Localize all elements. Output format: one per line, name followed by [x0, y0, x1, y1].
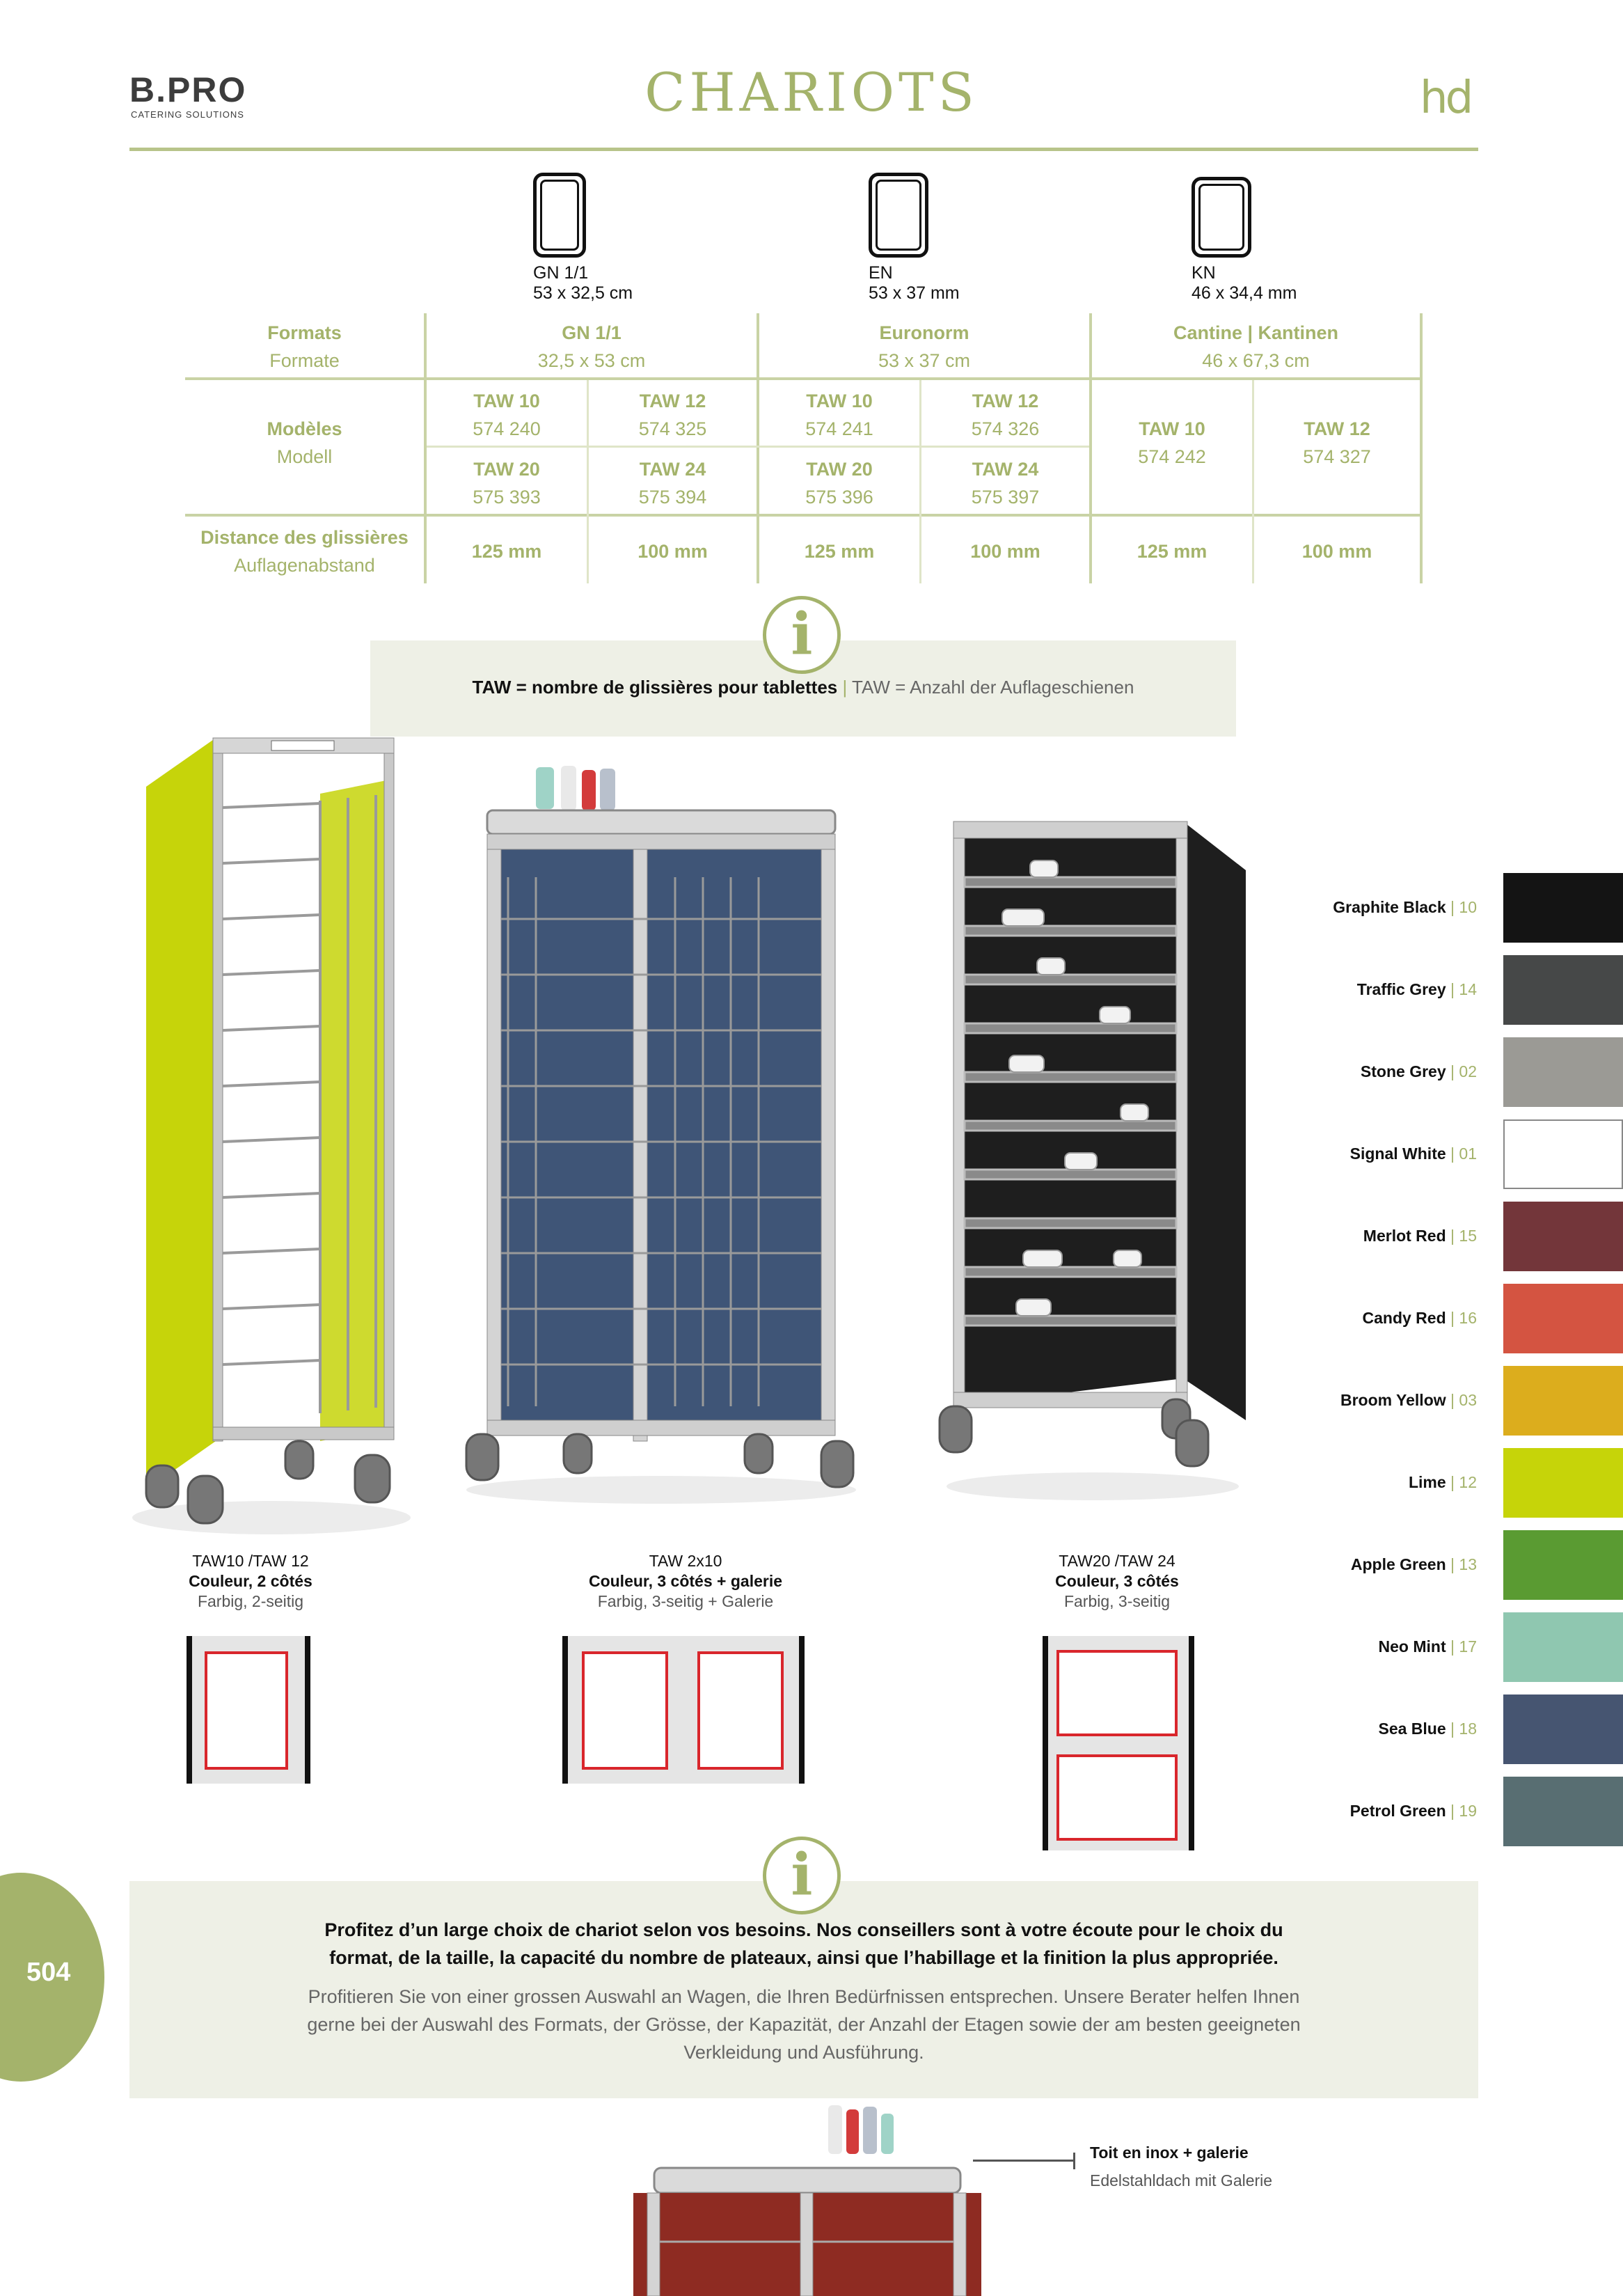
swatch-candy-red — [1503, 1284, 1623, 1353]
trolley-taw2x10-image — [445, 766, 877, 1511]
swatch-traffic-grey — [1503, 955, 1623, 1025]
model-name: TAW 20 — [806, 459, 873, 480]
model-code: 575 394 — [638, 487, 707, 508]
label-de: Modell — [276, 446, 333, 467]
model-cell — [759, 387, 919, 443]
swatch-label: Lime | 12 — [1408, 1473, 1477, 1491]
swatch-graphite-black — [1503, 873, 1623, 943]
swatch-code: 17 — [1459, 1637, 1477, 1656]
info-icon: i — [763, 1837, 841, 1914]
distance-cell: 125 mm — [1137, 541, 1208, 562]
label-fr: Modèles — [267, 418, 342, 439]
label-de: Formate — [269, 350, 340, 371]
model-cell — [759, 455, 919, 511]
swatch-name: Graphite Black — [1333, 898, 1446, 916]
model-cell — [921, 455, 1089, 511]
swatch-name: Sea Blue — [1378, 1720, 1446, 1738]
brand-logo: B.PRO — [129, 70, 247, 109]
format-caption-en — [869, 263, 960, 304]
roof-fr: Toit en inox + galerie — [1090, 2144, 1249, 2162]
info-advice-de: Profitieren Sie von einer grossen Auswahl an Wagen, die Ihren Bedürfnissen entsprechen. Unsere Berater helfen Ihnen gerne bei der Auswahl des Formats, der Grösse, der Kapazität, der Anzahl der Etagen sowie der am besten geeigneten Verkleidung und Ausführung. — [307, 1986, 1301, 2063]
info-text-de: TAW = Anzahl der Auflageschienen — [852, 677, 1134, 698]
trolley-caption-taw2x10 — [543, 1551, 828, 1612]
gn-format-icon — [533, 173, 586, 258]
format-size: 53 x 37 mm — [869, 283, 960, 303]
table-divider — [185, 514, 1423, 517]
trolley-desc-fr: Couleur, 3 côtés — [1055, 1572, 1179, 1590]
schema-tray — [697, 1651, 784, 1770]
distance-cell: 125 mm — [471, 541, 542, 562]
column-title: Euronorm — [879, 322, 969, 343]
model-name: TAW 10 — [473, 391, 540, 411]
trolley-desc-de: Farbig, 3-seitig — [1063, 1592, 1171, 1610]
swatch-label: Neo Mint | 17 — [1378, 1637, 1477, 1656]
swatch-code: 01 — [1459, 1145, 1477, 1163]
distance-cell: 125 mm — [804, 541, 875, 562]
schema-side-panel — [562, 1636, 568, 1784]
distance-cell: 100 mm — [638, 541, 708, 562]
trolley-desc-de: Farbig, 3-seitig + Galerie — [597, 1592, 774, 1610]
trolley-roof-image — [626, 2102, 988, 2296]
brand-tagline: CATERING SOLUTIONS — [131, 109, 244, 120]
en-format-icon — [869, 173, 928, 258]
model-name: TAW 24 — [972, 459, 1039, 480]
model-cell — [589, 387, 757, 443]
model-cell — [1254, 415, 1420, 471]
swatch-merlot-red — [1503, 1202, 1623, 1271]
row-label-formats — [185, 319, 424, 375]
model-code: 575 397 — [971, 487, 1040, 508]
swatch-label: Petrol Green | 19 — [1349, 1802, 1477, 1820]
swatch-apple-green — [1503, 1530, 1623, 1600]
label-fr: Formats — [267, 322, 342, 343]
trolley-model: TAW20 /TAW 24 — [1059, 1552, 1175, 1570]
swatch-name: Apple Green — [1350, 1555, 1446, 1573]
swatch-code: 12 — [1459, 1473, 1477, 1491]
swatch-label: Candy Red | 16 — [1362, 1309, 1477, 1327]
format-caption-gn — [533, 263, 633, 304]
trolley-desc-de: Farbig, 2-seitig — [197, 1592, 304, 1610]
swatch-name: Neo Mint — [1378, 1637, 1446, 1656]
swatch-code: 15 — [1459, 1227, 1477, 1245]
callout-line — [973, 2160, 1075, 2162]
hd-brand-mark: hd — [1420, 72, 1471, 124]
swatch-name: Signal White — [1349, 1145, 1446, 1163]
model-name: TAW 12 — [1304, 418, 1370, 439]
swatch-stone-grey — [1503, 1037, 1623, 1107]
swatch-label: Graphite Black | 10 — [1333, 898, 1477, 916]
swatch-code: 02 — [1459, 1062, 1477, 1080]
swatch-code: 18 — [1459, 1720, 1477, 1738]
schema-tray — [582, 1651, 668, 1770]
column-title: Cantine | Kantinen — [1173, 322, 1339, 343]
label-de: Auflagenabstand — [234, 555, 375, 576]
model-name: TAW 12 — [639, 391, 706, 411]
schema-side-panel — [1043, 1636, 1048, 1850]
swatch-code: 14 — [1459, 980, 1477, 998]
format-size: 53 x 32,5 cm — [533, 283, 633, 303]
model-cell — [427, 455, 587, 511]
swatch-label: Traffic Grey | 14 — [1356, 980, 1477, 998]
info-text-taw — [370, 677, 1236, 698]
swatch-code: 10 — [1459, 898, 1477, 916]
swatch-label: Apple Green | 13 — [1350, 1555, 1477, 1573]
model-name: TAW 10 — [806, 391, 873, 411]
swatch-label: Stone Grey | 02 — [1360, 1062, 1477, 1080]
kn-format-icon — [1191, 177, 1251, 258]
schema-tray — [205, 1651, 288, 1770]
table-subdivider — [427, 446, 1089, 448]
swatch-name: Merlot Red — [1363, 1227, 1446, 1245]
row-label-distance — [185, 524, 424, 579]
table-divider — [185, 377, 1423, 380]
model-code: 575 393 — [473, 487, 541, 508]
trolley-model: TAW10 /TAW 12 — [192, 1552, 309, 1570]
model-code: 575 396 — [805, 487, 873, 508]
swatch-label: Broom Yellow | 03 — [1340, 1391, 1477, 1409]
model-code: 574 240 — [473, 418, 541, 439]
trolley-model: TAW 2x10 — [649, 1552, 722, 1570]
trolley-taw10-image — [111, 717, 432, 1546]
model-code: 574 241 — [805, 418, 873, 439]
model-cell — [427, 387, 587, 443]
info-icon: i — [763, 596, 841, 674]
model-cell — [589, 455, 757, 511]
swatch-name: Broom Yellow — [1340, 1391, 1446, 1409]
swatch-neo-mint — [1503, 1612, 1623, 1682]
distance-cell: 100 mm — [1301, 541, 1372, 562]
model-code: 574 242 — [1138, 446, 1206, 467]
row-label-models — [185, 415, 424, 471]
column-header-euronorm — [759, 319, 1089, 375]
swatch-code: 03 — [1459, 1391, 1477, 1409]
schema-side-panel — [187, 1636, 192, 1784]
swatch-name: Stone Grey — [1360, 1062, 1446, 1080]
swatch-code: 13 — [1459, 1555, 1477, 1573]
column-header-cantine — [1092, 319, 1420, 375]
swatch-name: Lime — [1408, 1473, 1446, 1491]
model-cell — [1092, 415, 1252, 471]
info-text-fr: TAW = nombre de glissières pour tablettes — [472, 677, 838, 698]
swatch-petrol-green — [1503, 1777, 1623, 1846]
model-name: TAW 12 — [972, 391, 1039, 411]
roof-callout — [1090, 2139, 1272, 2194]
schema-side-panel — [305, 1636, 310, 1784]
swatch-name: Petrol Green — [1349, 1802, 1446, 1820]
trolley-caption-taw10 — [132, 1551, 369, 1612]
format-name: KN — [1191, 263, 1216, 283]
swatch-code: 19 — [1459, 1802, 1477, 1820]
swatch-label: Sea Blue | 18 — [1378, 1720, 1477, 1738]
swatch-signal-white — [1503, 1119, 1623, 1189]
swatch-name: Traffic Grey — [1356, 980, 1446, 998]
format-size: 46 x 34,4 mm — [1191, 283, 1297, 303]
column-header-gn — [427, 319, 757, 375]
column-size: 53 x 37 cm — [878, 350, 971, 371]
label-fr: Distance des glissières — [200, 527, 409, 548]
page-number: 504 — [26, 1958, 71, 1987]
info-separator: | — [842, 677, 848, 698]
distance-cell: 100 mm — [970, 541, 1040, 562]
model-name: TAW 10 — [1139, 418, 1205, 439]
column-title: GN 1/1 — [562, 322, 622, 343]
format-caption-kn — [1191, 263, 1297, 304]
swatch-lime — [1503, 1448, 1623, 1518]
trolley-desc-fr: Couleur, 3 côtés + galerie — [588, 1572, 783, 1590]
page-title: CHARIOTS — [644, 61, 979, 123]
swatch-sea-blue — [1503, 1695, 1623, 1764]
roof-de: Edelstahldach mit Galerie — [1090, 2171, 1273, 2189]
model-code: 574 327 — [1303, 446, 1371, 467]
swatch-label: Merlot Red | 15 — [1363, 1227, 1477, 1245]
model-code: 574 325 — [638, 418, 707, 439]
schema-tray — [1056, 1754, 1178, 1841]
format-name: GN 1/1 — [533, 263, 589, 283]
swatch-code: 16 — [1459, 1309, 1477, 1327]
header-divider — [129, 148, 1478, 151]
swatch-name: Candy Red — [1362, 1309, 1446, 1327]
schema-side-panel — [799, 1636, 805, 1784]
swatch-broom-yellow — [1503, 1366, 1623, 1436]
info-advice-fr: Profitez d’un large choix de chariot selon vos besoins. Nos conseillers sont à votre écoute pour le choix du format, de la taille, la capacité du nombre de plateaux, ainsi que l’habillage et la finition la plus appropriée. — [324, 1919, 1283, 1968]
column-size: 32,5 x 53 cm — [537, 350, 646, 371]
model-name: TAW 20 — [473, 459, 540, 480]
format-name: EN — [869, 263, 893, 283]
trolley-desc-fr: Couleur, 2 côtés — [189, 1572, 312, 1590]
model-cell — [921, 387, 1089, 443]
model-name: TAW 24 — [639, 459, 706, 480]
column-size: 46 x 67,3 cm — [1202, 350, 1310, 371]
callout-tick — [1073, 2153, 1075, 2169]
table-divider — [1420, 313, 1423, 583]
model-code: 574 326 — [971, 418, 1040, 439]
swatch-label: Signal White | 01 — [1349, 1145, 1477, 1163]
